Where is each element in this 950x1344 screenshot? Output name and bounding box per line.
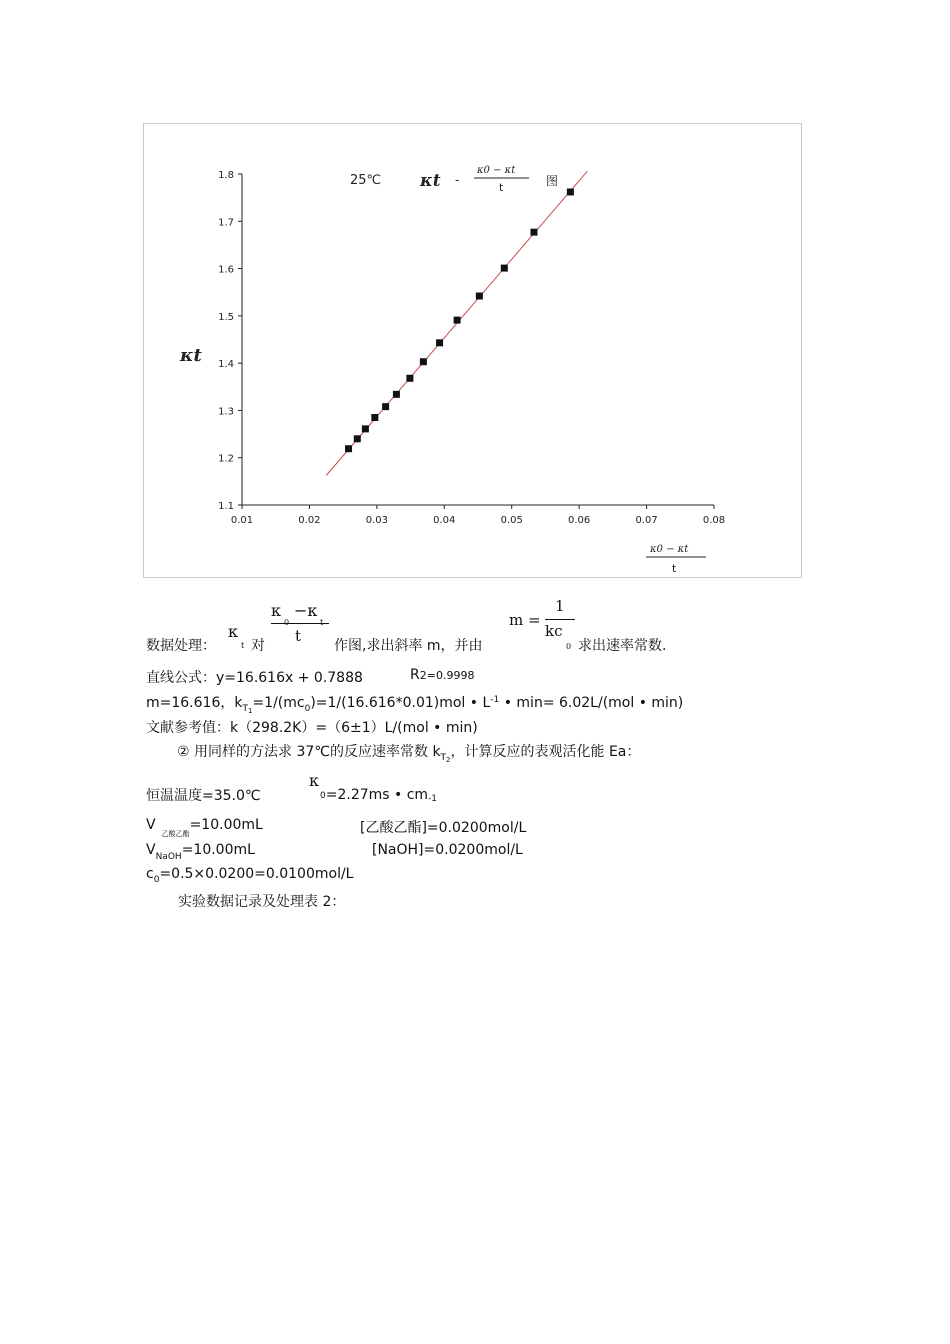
v2-val: =10.00mL xyxy=(181,842,255,858)
data-point xyxy=(530,229,537,236)
rate-line-sub-1: 1 xyxy=(247,707,253,715)
rate-line-part-c: )=1/(16.616*0.01)mol • L xyxy=(310,695,491,711)
data-point xyxy=(454,317,461,324)
v1-sub: 乙酸乙酯 xyxy=(161,830,190,838)
x-tick-label: 0.01 xyxy=(230,515,254,526)
chart-title-num: κ0 − κt xyxy=(477,165,516,176)
x-tick-label: 0.04 xyxy=(433,515,456,526)
k0-value xyxy=(320,787,437,804)
kappa-sub-t: t xyxy=(241,641,245,650)
scatter-chart xyxy=(144,124,801,577)
m-frac-den: kc xyxy=(545,622,563,640)
x-tick-label: 0.07 xyxy=(635,515,658,526)
step-2-part-a: ② 用同样的方法求 37℃的反应速率常数 k xyxy=(177,744,441,760)
reference-value: 文献参考值：k（298.2K）=（6±1）L/(mol • min) xyxy=(146,720,478,736)
fit-formula: 直线公式：y=16.616x + 0.7888 xyxy=(146,670,363,686)
x-tick-label: 0.02 xyxy=(298,515,321,526)
chart-title-lhs: κt xyxy=(420,171,441,191)
kappa-symbol: κ xyxy=(228,622,238,641)
v2-sub: NaOH xyxy=(155,852,182,862)
x-tick-label: 0.05 xyxy=(500,515,523,526)
k0-val: =2.27ms • cm xyxy=(325,787,429,803)
rate-constant-line xyxy=(146,692,683,715)
step-2-part-b: ，计算反应的表观活化能 Ea： xyxy=(450,744,641,760)
chart-title-temp: 25℃ xyxy=(350,173,382,188)
v1-v: V xyxy=(146,817,156,833)
step-2 xyxy=(177,741,640,764)
m-eq: m = xyxy=(509,611,541,629)
m-frac-den-sub: 0 xyxy=(566,642,572,651)
thermostat-temp: 恒温温度=35.0℃ xyxy=(146,788,261,804)
rate-line-part-d: • min= 6.02L/(mol • min) xyxy=(499,695,684,711)
chart-ticks xyxy=(218,170,725,526)
y-tick-label: 1.1 xyxy=(218,501,234,512)
r-squared-r: R xyxy=(410,667,420,683)
processing-label: 数据处理： xyxy=(146,638,216,654)
k0-exp: -1 xyxy=(428,794,438,804)
data-point xyxy=(345,445,352,452)
data-points xyxy=(345,188,574,452)
m-frac-num: 1 xyxy=(555,597,565,615)
y-tick-label: 1.5 xyxy=(218,311,234,323)
rate-line-sub-T: T xyxy=(242,704,248,714)
conc-ethyl-acetate: [乙酸乙酯]=0.0200mol/L xyxy=(360,820,527,836)
frac-num-kappa0: κ xyxy=(271,601,281,620)
y-tick-label: 1.6 xyxy=(218,264,234,276)
k0-kappa: κ xyxy=(309,771,319,790)
frac-bar xyxy=(271,623,329,624)
data-point xyxy=(393,391,400,398)
rate-line-sub-0: 0 xyxy=(304,704,311,714)
c0-sub: 0 xyxy=(153,875,160,885)
c0-val: =0.5×0.0200=0.0100mol/L xyxy=(159,866,354,882)
step-2-sub-T: T xyxy=(440,753,447,763)
x-tick-label: 0.03 xyxy=(365,515,388,526)
data-point xyxy=(476,292,483,299)
dui-text: 对 xyxy=(251,638,265,654)
x-axis-label-num: κ0 − κt xyxy=(650,544,689,555)
processing-mid: 作图,求出斜率 m，并由 xyxy=(334,638,483,654)
chart-title-den: t xyxy=(499,181,504,194)
x-tick-label: 0.06 xyxy=(568,515,591,526)
frac-num-kappat: −κ xyxy=(294,601,318,620)
data-point xyxy=(406,375,413,382)
v2-v: V xyxy=(146,842,156,858)
y-tick-label: 1.4 xyxy=(218,359,234,371)
c0-c: c xyxy=(146,866,154,882)
chart-axes xyxy=(242,174,714,505)
v1-val: =10.00mL xyxy=(189,817,263,833)
y-tick-label: 1.2 xyxy=(218,453,234,465)
conc-naoh: [NaOH]=0.0200mol/L xyxy=(372,842,523,858)
r-squared-value: 2=0.9998 xyxy=(419,669,475,682)
processing-end: 求出速率常数. xyxy=(578,638,667,654)
chart-title-dash: - xyxy=(455,173,460,187)
data-point xyxy=(501,265,508,272)
rate-line-exp: -1 xyxy=(490,695,500,705)
v-ethyl-acetate xyxy=(146,817,263,839)
data-point xyxy=(436,339,443,346)
r-squared xyxy=(410,667,474,683)
y-tick-label: 1.8 xyxy=(218,170,234,181)
y-tick-label: 1.7 xyxy=(218,217,234,229)
y-axis-label: κt xyxy=(180,345,202,366)
table-2-title: 实验数据记录及处理表 2： xyxy=(178,894,346,910)
m-frac-bar xyxy=(545,619,575,620)
y-tick-label: 1.3 xyxy=(218,406,234,418)
data-point xyxy=(382,403,389,410)
chart-title-suffix: 图 xyxy=(546,174,559,188)
x-tick-label: 0.08 xyxy=(702,515,726,526)
data-point xyxy=(362,425,369,432)
rate-line-part-b: =1/(mc xyxy=(252,695,305,711)
data-point xyxy=(420,358,427,365)
v-naoh xyxy=(146,842,255,862)
data-point xyxy=(567,188,574,195)
x-axis-label-den: t xyxy=(672,562,677,575)
chart-frame xyxy=(143,123,802,578)
k0-sub: 0 xyxy=(320,791,326,801)
rate-line-part-a: m=16.616，k xyxy=(146,695,243,711)
data-point xyxy=(354,435,361,442)
step-2-sub-2: 2 xyxy=(446,756,451,764)
c0-line xyxy=(146,866,353,885)
data-point xyxy=(371,414,378,421)
frac-den-t: t xyxy=(295,627,302,645)
